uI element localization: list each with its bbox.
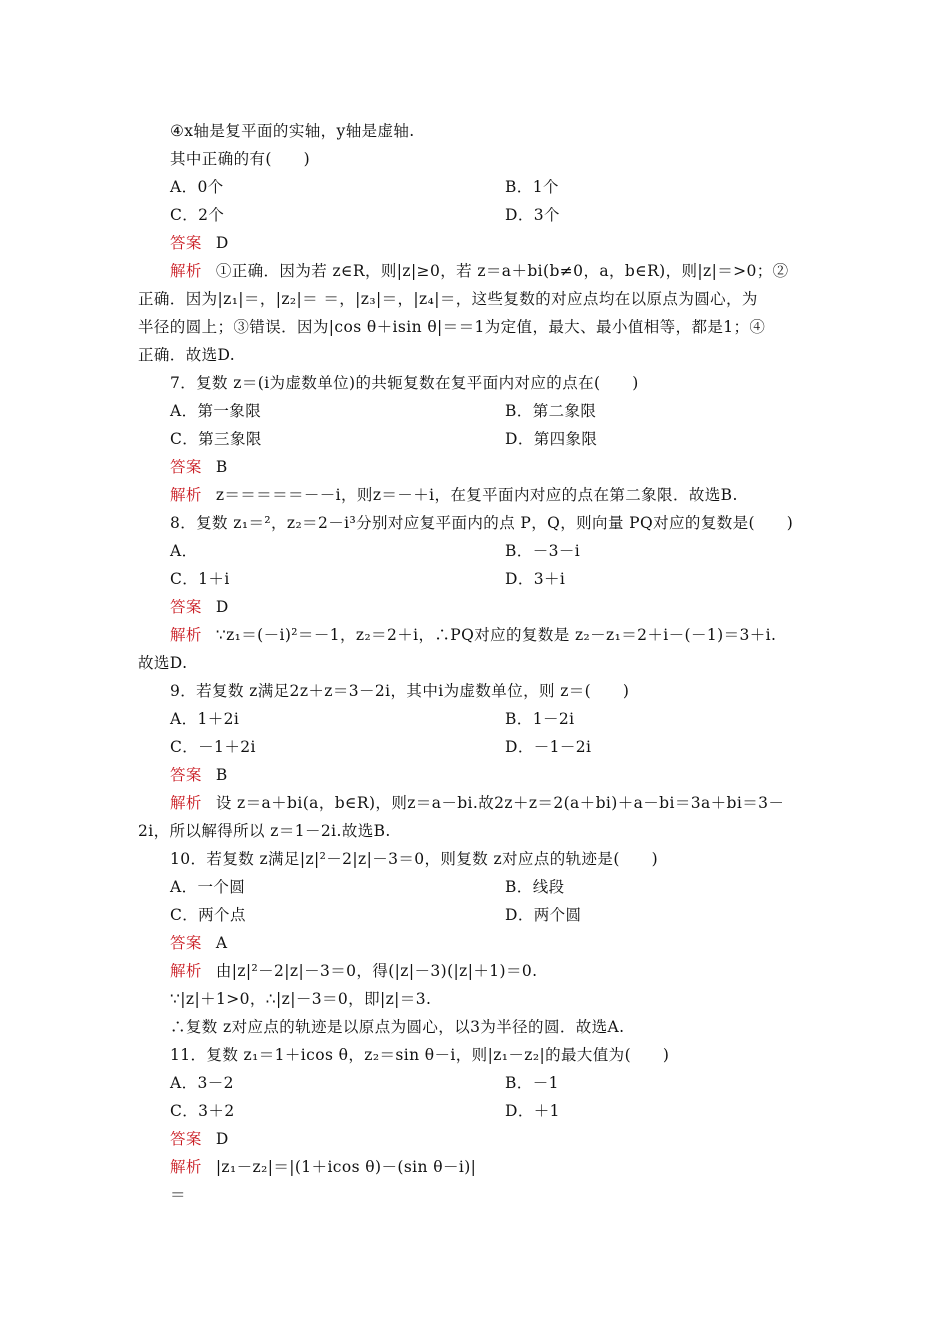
answer-value: A [215, 934, 228, 952]
q9-analysis-line-1 [170, 792, 784, 814]
q10-option-a: A．一个圆 [170, 878, 246, 896]
q7-answer [170, 456, 228, 478]
q6-option-d: D．3个 [505, 206, 560, 224]
q9-stem: 9．若复数 z满足2z＋z＝3－2i，其中i为虚数单位，则 z＝( ) [170, 682, 630, 700]
q10-option-b: B．线段 [505, 878, 565, 896]
analysis-text: 由|z|²－2|z|－3＝0，得(|z|－3)(|z|＋1)＝0. [215, 962, 538, 980]
answer-label: 答案 [170, 234, 202, 252]
analysis-text: z＝＝＝＝＝－－i，则z＝－＋i，在复平面内对应的点在第二象限．故选B. [215, 486, 738, 504]
answer-value: D [215, 1130, 229, 1148]
analysis-label: 解析 [170, 486, 202, 504]
answer-label: 答案 [170, 598, 202, 616]
q9-option-c: C．－1＋2i [170, 738, 256, 756]
q8-option-a: A． [170, 542, 198, 560]
q7-option-c: C．第三象限 [170, 430, 262, 448]
analysis-text: ∵z₁＝(－i)²＝－1，z₂＝2＋i，∴PQ对应的复数是 z₂－z₁＝2＋i－(－1)＝3＋i. [215, 626, 777, 644]
analysis-label: 解析 [170, 626, 202, 644]
q11-option-a: A．3－2 [170, 1074, 234, 1092]
q6-analysis-line-1 [170, 260, 789, 282]
analysis-text: ①正确．因为若 z∈R，则|z|≥0，若 z＝a＋bi(b≠0，a，b∈R)，则|z|＝>0；② [215, 262, 789, 280]
q10-stem: 10．若复数 z满足|z|²－2|z|－3＝0，则复数 z对应点的轨迹是( ) [170, 850, 659, 868]
answer-value: D [215, 234, 229, 252]
q10-answer [170, 932, 227, 954]
q8-stem: 8．复数 z₁＝²，z₂＝2－i³分别对应复平面内的点 P，Q，则向量 PQ对应的复数是( ) [170, 514, 794, 532]
q10-option-d: D．两个圆 [505, 906, 582, 924]
answer-value: B [215, 458, 228, 476]
q7-option-b: B．第二象限 [505, 402, 597, 420]
q11-option-d: D．＋1 [505, 1102, 560, 1120]
q10-option-c: C．两个点 [170, 906, 246, 924]
q9-option-d: D．－1－2i [505, 738, 592, 756]
q6-option-c: C．2个 [170, 206, 225, 224]
answer-label: 答案 [170, 766, 202, 784]
q11-analysis-line-2: ＝ [170, 1186, 186, 1204]
q6-analysis-line-3: 半径的圆上；③错误．因为|cos θ＋isin θ|＝＝1为定值，最大、最小值相等，都是1；④ [138, 318, 766, 336]
q11-option-b: B．－1 [505, 1074, 559, 1092]
analysis-label: 解析 [170, 1158, 202, 1176]
q11-stem: 11．复数 z₁＝1＋icos θ，z₂＝sin θ－i，则|z₁－z₂|的最大值为( ) [170, 1046, 670, 1064]
q6-statement-4: ④x轴是复平面的实轴，y轴是虚轴. [170, 122, 415, 140]
q8-option-b: B．－3－i [505, 542, 581, 560]
q7-option-d: D．第四象限 [505, 430, 598, 448]
q10-analysis-line-3: ∴复数 z对应点的轨迹是以原点为圆心，以3为半径的圆．故选A. [170, 1018, 625, 1036]
answer-label: 答案 [170, 458, 202, 476]
q6-prompt: 其中正确的有( ) [170, 150, 311, 168]
q11-analysis-line-1 [170, 1156, 476, 1178]
analysis-text: 设 z＝a＋bi(a，b∈R)，则z＝a－bi.故2z＋z＝2(a＋bi)＋a－bi＝3a＋bi＝3－ [215, 794, 785, 812]
q6-option-a: A．0个 [170, 178, 224, 196]
q8-analysis-line-2: 故选D. [138, 654, 188, 672]
q6-option-b: B．1个 [505, 178, 559, 196]
q9-option-a: A．1＋2i [170, 710, 240, 728]
analysis-text: |z₁－z₂|＝|(1＋icos θ)－(sin θ－i)| [215, 1158, 477, 1176]
q7-stem: 7．复数 z＝(i为虚数单位)的共轭复数在复平面内对应的点在( ) [170, 374, 639, 392]
q9-option-b: B．1－2i [505, 710, 575, 728]
q6-analysis-line-4: 正确．故选D. [138, 346, 236, 364]
analysis-label: 解析 [170, 262, 202, 280]
answer-label: 答案 [170, 934, 202, 952]
q7-analysis-line-1 [170, 484, 738, 506]
q9-analysis-line-2: 2i，所以解得所以 z＝1－2i.故选B. [138, 822, 391, 840]
analysis-label: 解析 [170, 962, 202, 980]
q11-answer [170, 1128, 229, 1150]
q7-option-a: A．第一象限 [170, 402, 262, 420]
q6-analysis-line-2: 正确．因为|z₁|＝，|z₂|＝ ＝，|z₃|＝，|z₄|＝，这些复数的对应点均在以原点为圆心，为 [138, 290, 758, 308]
answer-value: B [215, 766, 228, 784]
q8-answer [170, 596, 229, 618]
q10-analysis-line-1 [170, 960, 537, 982]
q9-answer [170, 764, 228, 786]
analysis-label: 解析 [170, 794, 202, 812]
q6-answer [170, 232, 229, 254]
q8-option-c: C．1＋i [170, 570, 230, 588]
q11-option-c: C．3＋2 [170, 1102, 235, 1120]
q8-analysis-line-1 [170, 624, 776, 646]
q10-analysis-line-2: ∵|z|＋1>0，∴|z|－3＝0，即|z|＝3. [170, 990, 432, 1008]
q8-option-d: D．3＋i [505, 570, 566, 588]
answer-value: D [215, 598, 229, 616]
answer-label: 答案 [170, 1130, 202, 1148]
